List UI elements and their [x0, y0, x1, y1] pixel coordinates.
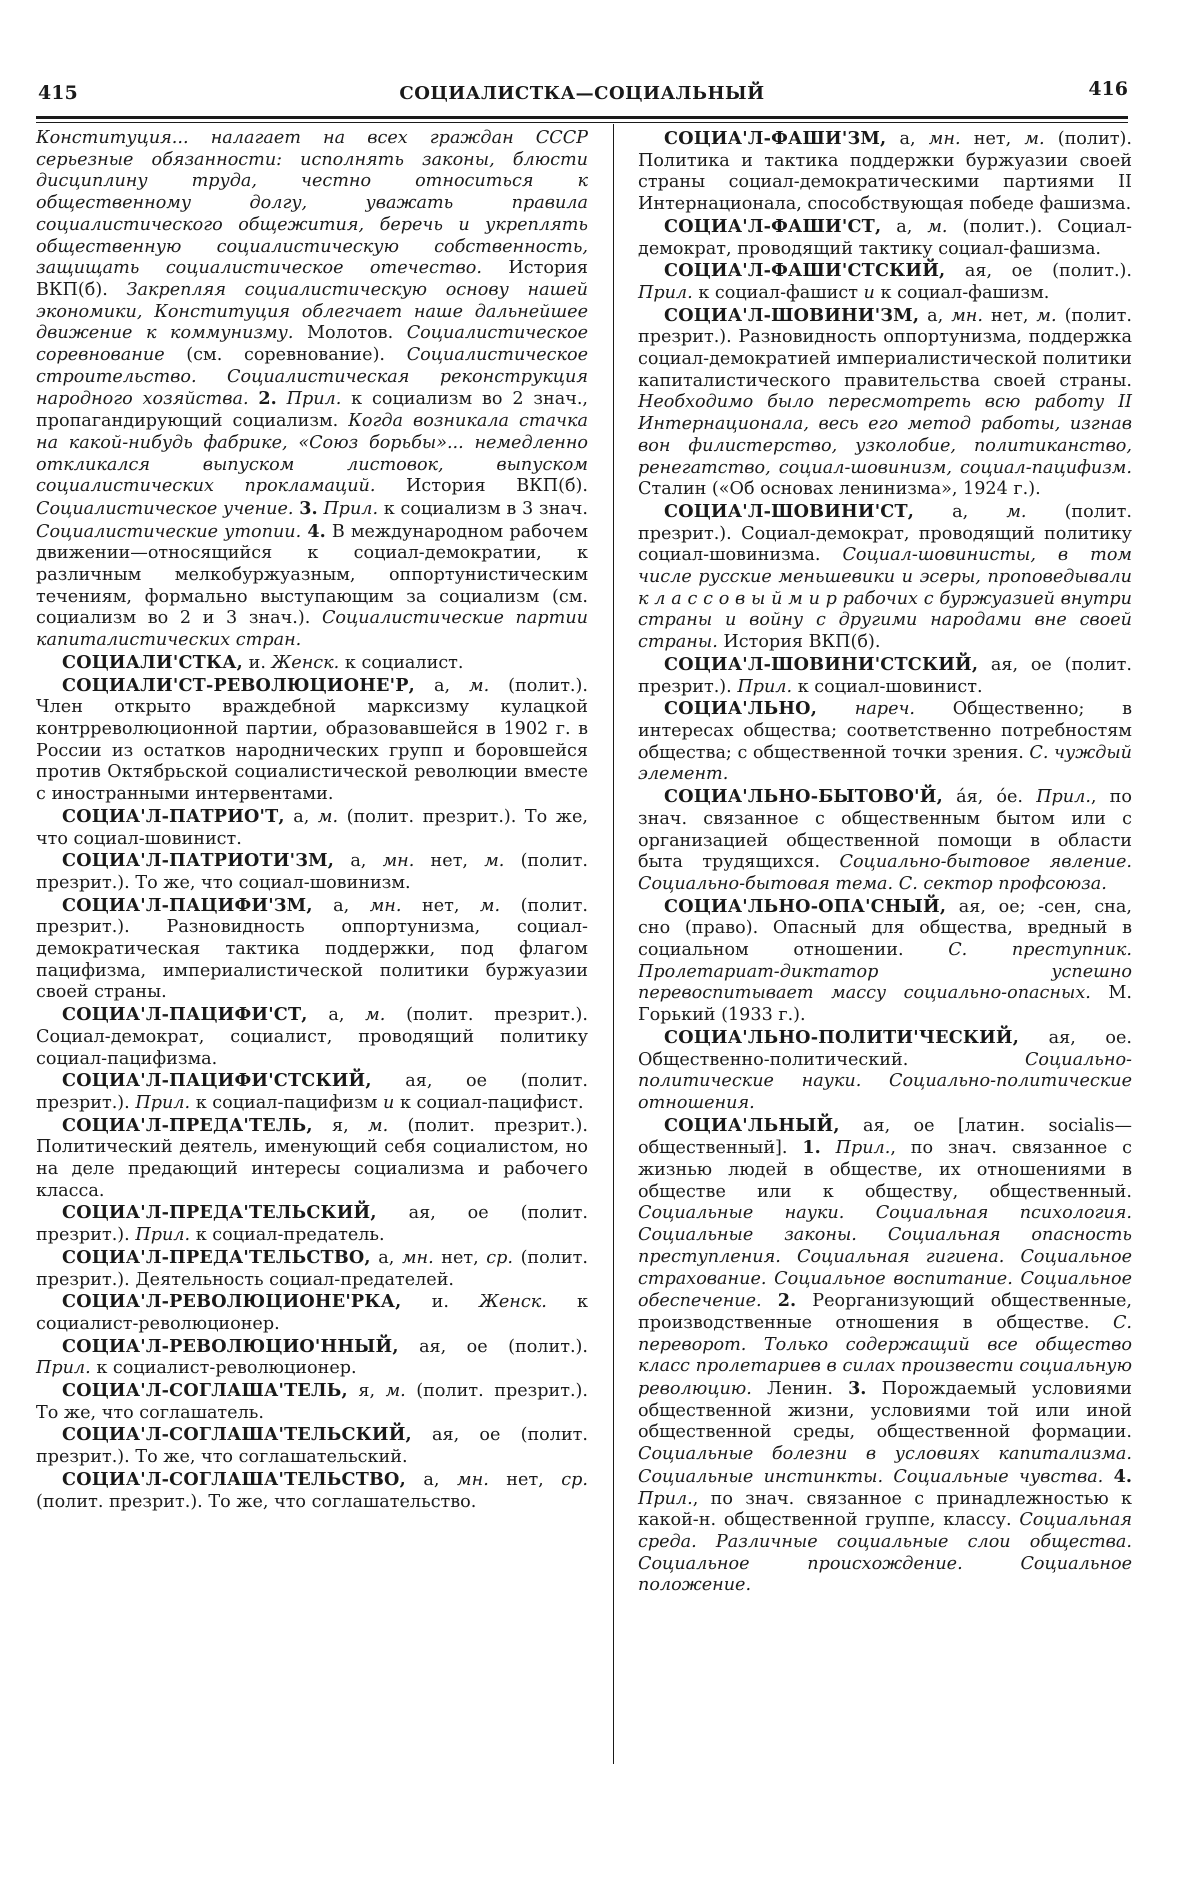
dictionary-entry: СОЦИА'Л-ШОВИНИ'ЗМ, а, мн. нет, м. (полит. презрит.). Разновидность оппортунизма, поддержка социал-демократией империалистической политики капиталистического правительства своей страны. Необходимо было пересмотреть всю работу II Интернационала, весь его метод работы, изгнав вон филистерство, узколобие, политиканство, ренегатство, социал-шовинизм, социал-пацифизм. Сталин («Об основах ленинизма», 1924 г.). [638, 304, 1133, 500]
dictionary-entry: СОЦИАЛИ'СТКА, и. Женск. к социалист. [62, 651, 464, 673]
dictionary-entry: СОЦИА'Л-ФАШИ'СТСКИЙ, ая, ое (полит.). Прил. к социал-фашист и к социал-фашизм. [638, 260, 1132, 303]
dictionary-entry: СОЦИА'Л-ПРЕДА'ТЕЛЬСТВО, а, мн. нет, ср. (полит. презрит.). Деятельность социал-предателей. [36, 1246, 588, 1290]
dictionary-entry: СОЦИА'Л-СОГЛАША'ТЕЛЬСКИЙ, ая, ое (полит. презрит.). То же, что соглашательский. [36, 1424, 588, 1468]
page-number-right: 416 [1088, 78, 1128, 100]
right-column [638, 128, 1132, 1597]
dictionary-entry: СОЦИА'Л-ПАЦИФИ'СТСКИЙ, ая, ое (полит. презрит.). Прил. к социал-пацифизм и к социал-пацифист. [36, 1070, 588, 1113]
dictionary-entry: СОЦИА'ЛЬНО-ОПА'СНЫЙ, ая, ое; -сен, сна, сно (право). Опасный для общества, вредный в социальном отношении. С. преступник. Пролетариат-диктатор успешно перевоспитывает массу социально-опасных. М. Горький (1933 г.). [638, 895, 1132, 1026]
dictionary-entry: СОЦИА'Л-ШОВИНИ'СТ, а, м. (полит. презрит.). Социал-демократ, проводящий политику социал-шовинизма. Социал-шовинисты, в том числе русские меньшевики и эсеры, проповедывали к л а с с о в ы й м и р рабочих с буржуазией внутри страны и войну с другими народами вне своей страны. История ВКП(б). [638, 500, 1133, 653]
dictionary-entry: СОЦИА'Л-ПАЦИФИ'СТ, а, м. (полит. презрит.). Социал-демократ, социалист, проводящий политику социал-пацифизма. [36, 1004, 588, 1069]
column-divider [613, 124, 614, 1764]
dictionary-entry: СОЦИА'Л-РЕВОЛЮЦИОНЕ'РКА, и. Женск. к социалист-революционер. [36, 1291, 588, 1334]
left-column [36, 128, 588, 1513]
dictionary-entry: СОЦИА'Л-ПАТРИО'Т, а, м. (полит. презрит.). То же, что социал-шовинист. [36, 805, 588, 849]
header-rule-thick [36, 116, 1128, 119]
dictionary-entry: СОЦИА'Л-СОГЛАША'ТЕЛЬСТВО, а, мн. нет, ср. (полит. презрит.). То же, что соглашательство. [36, 1468, 588, 1512]
dictionary-entry: СОЦИА'Л-ПАЦИФИ'ЗМ, а, мн. нет, м. (полит. презрит.). Разновидность оппортунизма, социал-демократическая тактика поддержки, под флагом пацифизма, империалистической политики буржуазии своей страны. [36, 894, 588, 1003]
dictionary-entry: СОЦИА'Л-ПРЕДА'ТЕЛЬ, я, м. (полит. презрит.). Политический деятель, именующий себя социалистом, но на деле предающий интересы социализма и рабочего класса. [36, 1114, 588, 1201]
dictionary-entry: СОЦИА'Л-ФАШИ'СТ, а, м. (полит.). Социал-демократ, проводящий тактику социал-фашизма. [638, 215, 1132, 259]
page-header [36, 78, 1128, 112]
dictionary-entry: СОЦИА'ЛЬНО-БЫТОВО'Й, а́я, о́е. Прил., по знач. связанное с общественным бытом или с организацией общественной помощи в области быта трудящихся. Социально-бытовое явление. Социально-бытовая тема. С. сектор профсоюза. [638, 786, 1132, 894]
dictionary-entry: СОЦИА'ЛЬНО, нареч. Общественно; в интересах общества; соответственно потребностям общества; с общественной точки зрения. С. чуждый элемент. [638, 698, 1133, 785]
page-number-left: 415 [38, 82, 78, 104]
entry-continuation: Конституция... налагает на всех граждан СССР серьезные обязанности: исполнять законы, блюсти дисциплину труда, честно относиться к общественному долгу, уважать правила социалистического общежития, беречь и укреплять общественную социалистическую собственность, защищать социалистическое отечество. История ВКП(б). Закрепляя социалистическую основу нашей экономики, Конституция облегчает наше дальнейшее движение к коммунизму. Молотов. Социалистическое соревнование (см. соревнование). Социалистическое строительство. Социалистическая реконструкция народного хозяйства. 2. Прил. к социализм во 2 знач., пропагандирующий социализм. Когда возникала стачка на какой-нибудь фабрике, «Союз борьбы»... немедленно откликался выпуском листовок, выпуском социалистических прокламаций. История ВКП(б). Социалистическое учение. 3. Прил. к социализм в 3 знач. Социалистические утопии. 4. В международном рабочем движении—относящийся к социал-демократии, к различным мелкобуржуазным, оппортунистическим течениям, формально выступающим за социализм (см. социализм во 2 и 3 знач.). Социалистические партии капиталистических стран. [36, 128, 589, 651]
dictionary-entry: СОЦИА'Л-РЕВОЛЮЦИО'ННЫЙ, ая, ое (полит.). Прил. к социалист-революционер. [36, 1335, 588, 1379]
dictionary-entry: СОЦИА'Л-ПРЕДА'ТЕЛЬСКИЙ, ая, ое (полит. презрит.). Прил. к социал-предатель. [36, 1202, 588, 1246]
dictionary-entry: СОЦИА'ЛЬНЫЙ, ая, ое [латин. socialis—общественный]. 1. Прил., по знач. связанное с жизнью людей в обществе, их отношениями в обществе или к обществу, общественный. Социальные науки. Социальная психология. Социальные законы. Социальная опасность преступления. Социальная гигиена. Социальное страхование. Социальное воспитание. Социальное обеспечение. 2. Реорганизующий общественные, производственные отношения в обществе. С. переворот. Только содержащий все общество класс пролетариев в силах произвести социальную революцию. Ленин. 3. Порождаемый условиями общественной жизни, условиями той или иной общественной среды, общественной формации. Социальные болезни в условиях капитализма. Социальные инстинкты. Социальные чувства. 4. Прил., по знач. связанное с принадлежностью к какой-н. общественной группе, классу. Социальная среда. Различные социальные слои общества. Социальное происхождение. Социальное положение. [638, 1114, 1133, 1596]
dictionary-entry: СОЦИАЛИ'СТ-РЕВОЛЮЦИОНЕ'Р, а, м. (полит.). Член открыто враждебной марксизму кулацкой контрреволюционной партии, образовавшейся в 1902 г. в России из остатков народнических групп и боровшейся против Октябрьской социалистической революции вместе с иностранными интервентами. [36, 674, 588, 805]
dictionary-entry: СОЦИА'Л-ФАШИ'ЗМ, а, мн. нет, м. (полит). Политика и тактика поддержки буржуазии своей страны социал-демократическими партиями II Интернационала, способствующая победе фашизма. [638, 128, 1132, 215]
header-rule-thin [36, 122, 1128, 123]
dictionary-entry: СОЦИА'ЛЬНО-ПОЛИТИ'ЧЕСКИЙ, ая, ое. Общественно-политический. Социально-политические науки. Социально-политические отношения. [638, 1026, 1132, 1113]
dictionary-entry: СОЦИА'Л-СОГЛАША'ТЕЛЬ, я, м. (полит. презрит.). То же, что соглашатель. [36, 1380, 588, 1423]
dictionary-entry: СОЦИА'Л-ШОВИНИ'СТСКИЙ, ая, ое (полит. презрит.). Прил. к социал-шовинист. [638, 653, 1132, 697]
running-title: СОЦИАЛИСТКА—СОЦИАЛЬНЫЙ [399, 83, 765, 104]
dictionary-entry: СОЦИА'Л-ПАТРИОТИ'ЗМ, а, мн. нет, м. (полит. презрит.). То же, что социал-шовинизм. [36, 850, 588, 893]
